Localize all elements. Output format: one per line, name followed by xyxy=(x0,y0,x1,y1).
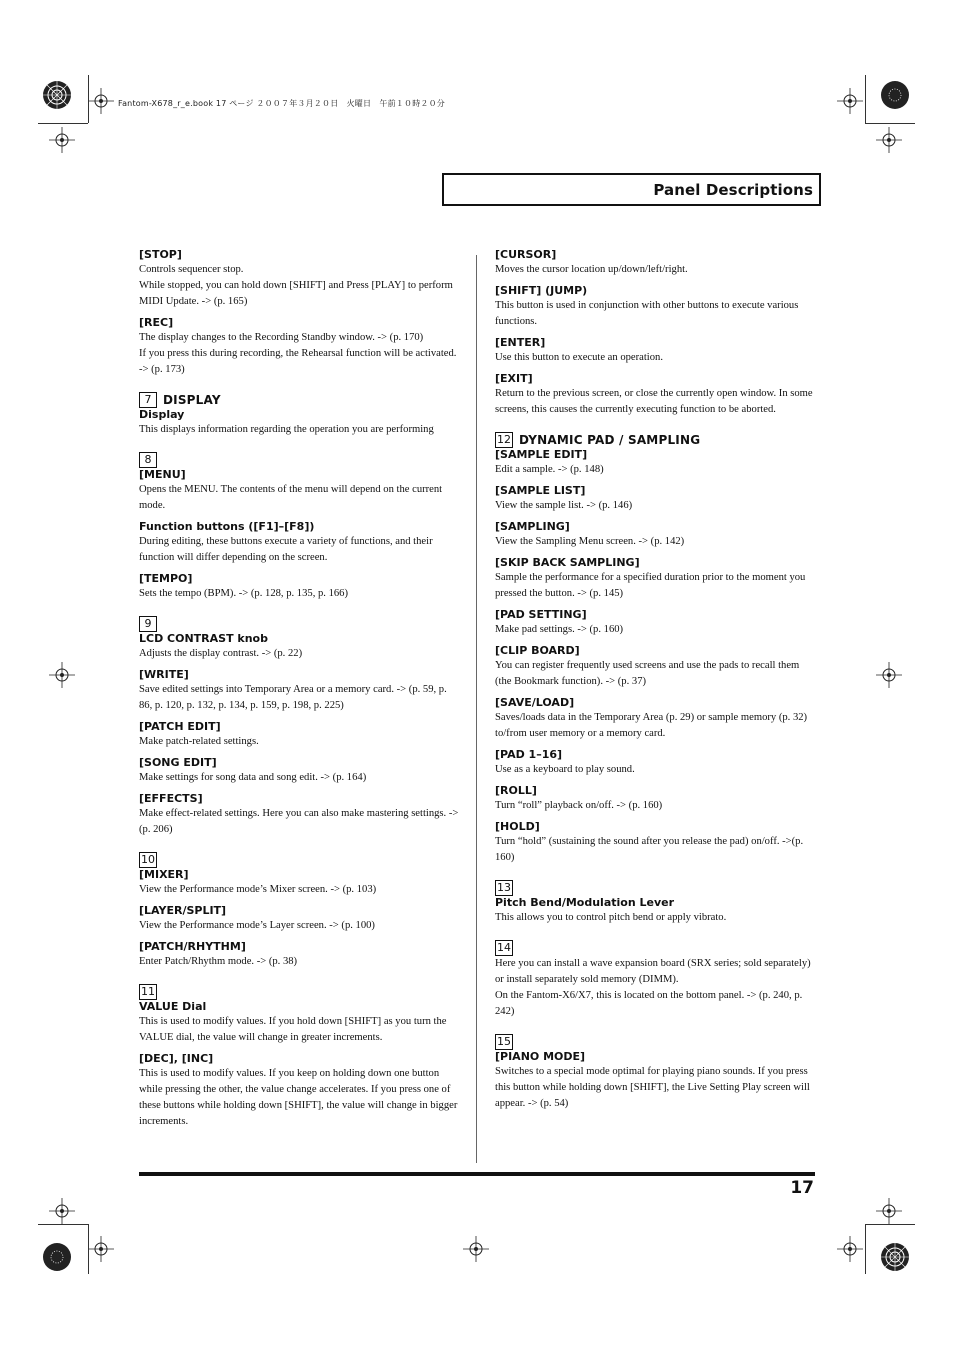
entry-text: Controls sequencer stop. xyxy=(139,264,244,275)
entry-text: Enter Patch/Rhythm mode. -> (p. 38) xyxy=(139,956,298,967)
registration-starburst-icon xyxy=(880,1242,910,1272)
entry-write xyxy=(139,668,461,714)
entry-title: [TEMPO] xyxy=(139,572,193,585)
entry-text: Turn “roll” playback on/off. -> (p. 160) xyxy=(495,800,663,811)
entry-title: [PAD SETTING] xyxy=(495,608,587,621)
entry-text: View the Performance mode’s Mixer screen. -> (p. 103) xyxy=(139,884,377,895)
crop-line xyxy=(865,1224,866,1274)
entry-text: Return to the previous screen, or close the currently open window. In some screens, this causes the currently executing function to be aborted. xyxy=(495,388,813,415)
entry-title: [SAMPLING] xyxy=(495,520,570,533)
entry-title: Pitch Bend/Modulation Lever xyxy=(495,896,675,909)
right-column xyxy=(495,248,815,1118)
entry-title: [PIANO MODE] xyxy=(495,1050,586,1063)
entry-text: Sample the performance for a specified duration prior to the moment you pressed the button. -> (p. 145) xyxy=(495,572,806,599)
crop-line xyxy=(38,123,88,124)
section-number: 8 xyxy=(139,452,157,468)
entry-title: [PAD 1–16] xyxy=(495,748,563,761)
entry-pad-1-16 xyxy=(495,748,815,778)
footer-rule xyxy=(139,1172,815,1176)
page-number: 17 xyxy=(790,1178,814,1198)
section-number: 12 xyxy=(497,433,511,446)
entry-title: [LAYER/SPLIT] xyxy=(139,904,227,917)
entry-text: Use as a keyboard to play sound. xyxy=(495,764,635,775)
entry-title: [MENU] xyxy=(139,468,186,481)
entry-patch-edit xyxy=(139,720,461,750)
crosshair-mark-icon xyxy=(463,1236,489,1262)
section-heading xyxy=(495,432,815,448)
entry-text: Moves the cursor location up/down/left/right. xyxy=(495,264,688,275)
section-heading xyxy=(495,940,815,956)
entry-text: Switches to a special mode optimal for playing piano sounds. If you press this button while holding down [SHIFT], the Live Setting Play screen will appear. -> (p. 54) xyxy=(495,1066,810,1109)
entry-sample-list xyxy=(495,484,815,514)
crosshair-mark-icon xyxy=(49,662,75,688)
entry-rec xyxy=(139,316,461,378)
section-heading xyxy=(495,1034,815,1050)
entry-clip-board xyxy=(495,644,815,690)
entry-text: Make effect-related settings. Here you can also make mastering settings. -> (p. 206) xyxy=(139,808,459,835)
entry-mixer xyxy=(139,868,461,898)
entry-title: [ENTER] xyxy=(495,336,546,349)
section-number: 10 xyxy=(141,853,155,866)
entry-text: Make settings for song data and song edit. -> (p. 164) xyxy=(139,772,367,783)
entry-title: [PATCH EDIT] xyxy=(139,720,221,733)
entry-stop xyxy=(139,248,461,310)
print-info: Fantom-X678_r_e.book 17 ページ ２００７年３月２０日 火曜日 午前１０時２０分 xyxy=(118,99,446,108)
entry-cursor xyxy=(495,248,815,278)
entry-title: VALUE Dial xyxy=(139,1000,207,1013)
section-header xyxy=(442,173,821,206)
entry-title: [SKIP BACK SAMPLING] xyxy=(495,556,640,569)
entry-text: This allows you to control pitch bend or apply vibrato. xyxy=(495,912,727,923)
entry-text: This button is used in conjunction with other buttons to execute various functions. xyxy=(495,300,799,327)
entry-text: Edit a sample. -> (p. 148) xyxy=(495,464,604,475)
entry-text: Sets the tempo (BPM). -> (p. 128, p. 135, p. 166) xyxy=(139,588,349,599)
entry-piano-mode xyxy=(495,1050,815,1112)
entry-title: [SONG EDIT] xyxy=(139,756,217,769)
crosshair-mark-icon xyxy=(49,1198,75,1224)
entry-text: View the Sampling Menu screen. -> (p. 142) xyxy=(495,536,685,547)
left-column xyxy=(139,248,461,1136)
entry-text: Opens the MENU. The contents of the menu will depend on the current mode. xyxy=(139,484,443,511)
entry-text: View the sample list. -> (p. 146) xyxy=(495,500,633,511)
entry-text: This is used to modify values. If you keep on holding down one button while pressing the other, the value change accelerates. If you press one of these buttons while holding down [SHIFT], the value will change in bigger increments. xyxy=(139,1068,458,1127)
entry-roll xyxy=(495,784,815,814)
entry-exit xyxy=(495,372,815,418)
section-number: 11 xyxy=(141,985,155,998)
section-heading xyxy=(139,392,461,408)
crop-line xyxy=(865,75,866,123)
entry-song-edit xyxy=(139,756,461,786)
entry-pad-setting xyxy=(495,608,815,638)
entry-text: Turn “hold” (sustaining the sound after you release the pad) on/off. ->(p. 160) xyxy=(495,836,804,863)
crop-line xyxy=(88,75,89,123)
section-number: 9 xyxy=(139,616,157,632)
entry-text: Use this button to execute an operation. xyxy=(495,352,663,363)
section-number: 14 xyxy=(497,941,511,954)
entry-text: While stopped, you can hold down [SHIFT] and Press [PLAY] to perform MIDI Update. -> (p. 165) xyxy=(139,280,453,307)
crosshair-mark-icon xyxy=(876,1198,902,1224)
section-title: Panel Descriptions xyxy=(653,180,813,199)
section-heading xyxy=(139,616,461,632)
entry-title: [REC] xyxy=(139,316,174,329)
entry-text: This is used to modify values. If you hold down [SHIFT] as you turn the VALUE dial, the value will change in greater increments. xyxy=(139,1016,447,1043)
crosshair-mark-icon xyxy=(49,127,75,153)
section-heading xyxy=(139,852,461,868)
entry-layer-split xyxy=(139,904,461,934)
entry-expansion xyxy=(495,956,815,1020)
entry-text: If you press this during recording, the Rehearsal function will be activated. -> (p. 173) xyxy=(139,348,457,375)
entry-title: [SAMPLE EDIT] xyxy=(495,448,588,461)
entry-title: [CLIP BOARD] xyxy=(495,644,580,657)
entry-value-dial xyxy=(139,1000,461,1046)
entry-title: [CURSOR] xyxy=(495,248,557,261)
entry-menu xyxy=(139,468,461,514)
crosshair-mark-icon xyxy=(837,1236,863,1262)
entry-text: Make patch-related settings. xyxy=(139,736,259,747)
section-heading xyxy=(139,452,461,468)
entry-display xyxy=(139,408,461,438)
entry-skip-back-sampling xyxy=(495,556,815,602)
registration-dot-target-icon xyxy=(42,1242,72,1272)
crop-line xyxy=(88,1224,89,1274)
entry-text: During editing, these buttons execute a variety of functions, and their function will differ depending on the screen. xyxy=(139,536,433,563)
entry-title: [SAMPLE LIST] xyxy=(495,484,586,497)
column-divider xyxy=(476,255,477,1163)
section-number: 15 xyxy=(497,1035,511,1048)
section-heading xyxy=(139,984,461,1000)
crosshair-mark-icon xyxy=(876,662,902,688)
entry-save-load xyxy=(495,696,815,742)
crosshair-mark-icon xyxy=(88,1236,114,1262)
entry-text: Make pad settings. -> (p. 160) xyxy=(495,624,624,635)
entry-text: View the Performance mode’s Layer screen. -> (p. 100) xyxy=(139,920,375,931)
entry-title: [SHIFT] (JUMP) xyxy=(495,284,588,297)
entry-text: On the Fantom-X6/X7, this is located on the bottom panel. -> (p. 240, p. 242) xyxy=(495,990,803,1017)
entry-title: Function buttons ([F1]–[F8]) xyxy=(139,520,315,533)
entry-title: [ROLL] xyxy=(495,784,537,797)
entry-patch-rhythm xyxy=(139,940,461,970)
entry-text: Saves/loads data in the Temporary Area (p. 29) or sample memory (p. 32) to/from user memory or a memory card. xyxy=(495,712,808,739)
registration-dot-target-icon xyxy=(880,80,910,110)
crosshair-mark-icon xyxy=(837,88,863,114)
entry-text: Save edited settings into Temporary Area or a memory card. -> (p. 59, p. 86, p. 120, p. 132, p. 134, p. 159, p. 198, p. 225) xyxy=(139,684,447,711)
entry-title: [DEC], [INC] xyxy=(139,1052,214,1065)
section-heading xyxy=(495,880,815,896)
entry-title: [PATCH/RHYTHM] xyxy=(139,940,246,953)
entry-hold xyxy=(495,820,815,866)
entry-title: [MIXER] xyxy=(139,868,189,881)
entry-title: [EFFECTS] xyxy=(139,792,203,805)
entry-title: [EXIT] xyxy=(495,372,533,385)
entry-pitch-bend xyxy=(495,896,815,926)
crop-line xyxy=(38,1224,88,1225)
entry-enter xyxy=(495,336,815,366)
entry-title: LCD CONTRAST knob xyxy=(139,632,268,645)
entry-text: You can register frequently used screens and use the pads to recall them (the Bookmark function). -> (p. 37) xyxy=(495,660,800,687)
entry-text: This displays information regarding the operation you are performing xyxy=(139,424,434,435)
entry-text: Here you can install a wave expansion board (SRX series; sold separately) or install separately sold memory (DIMM). xyxy=(495,958,811,985)
entry-sampling xyxy=(495,520,815,550)
entry-title: Display xyxy=(139,408,185,421)
entry-title: [SAVE/LOAD] xyxy=(495,696,575,709)
section-heading-title: DISPLAY xyxy=(163,393,221,407)
section-number: 13 xyxy=(497,881,511,894)
section-number: 7 xyxy=(139,392,157,408)
entry-function-buttons xyxy=(139,520,461,566)
entry-title: [STOP] xyxy=(139,248,182,261)
entry-sample-edit xyxy=(495,448,815,478)
entry-text: The display changes to the Recording Standby window. -> (p. 170) xyxy=(139,332,424,343)
entry-title: [HOLD] xyxy=(495,820,540,833)
registration-starburst-icon xyxy=(42,80,72,110)
crosshair-mark-icon xyxy=(876,127,902,153)
entry-shift-jump xyxy=(495,284,815,330)
entry-tempo xyxy=(139,572,461,602)
crop-line xyxy=(865,1224,915,1225)
crosshair-mark-icon xyxy=(88,88,114,114)
entry-effects xyxy=(139,792,461,838)
entry-text: Adjusts the display contrast. -> (p. 22) xyxy=(139,648,303,659)
crop-line xyxy=(865,123,915,124)
entry-dec-inc xyxy=(139,1052,461,1130)
entry-lcd-contrast xyxy=(139,632,461,662)
section-heading-title: DYNAMIC PAD / SAMPLING xyxy=(519,433,701,447)
entry-title: [WRITE] xyxy=(139,668,189,681)
